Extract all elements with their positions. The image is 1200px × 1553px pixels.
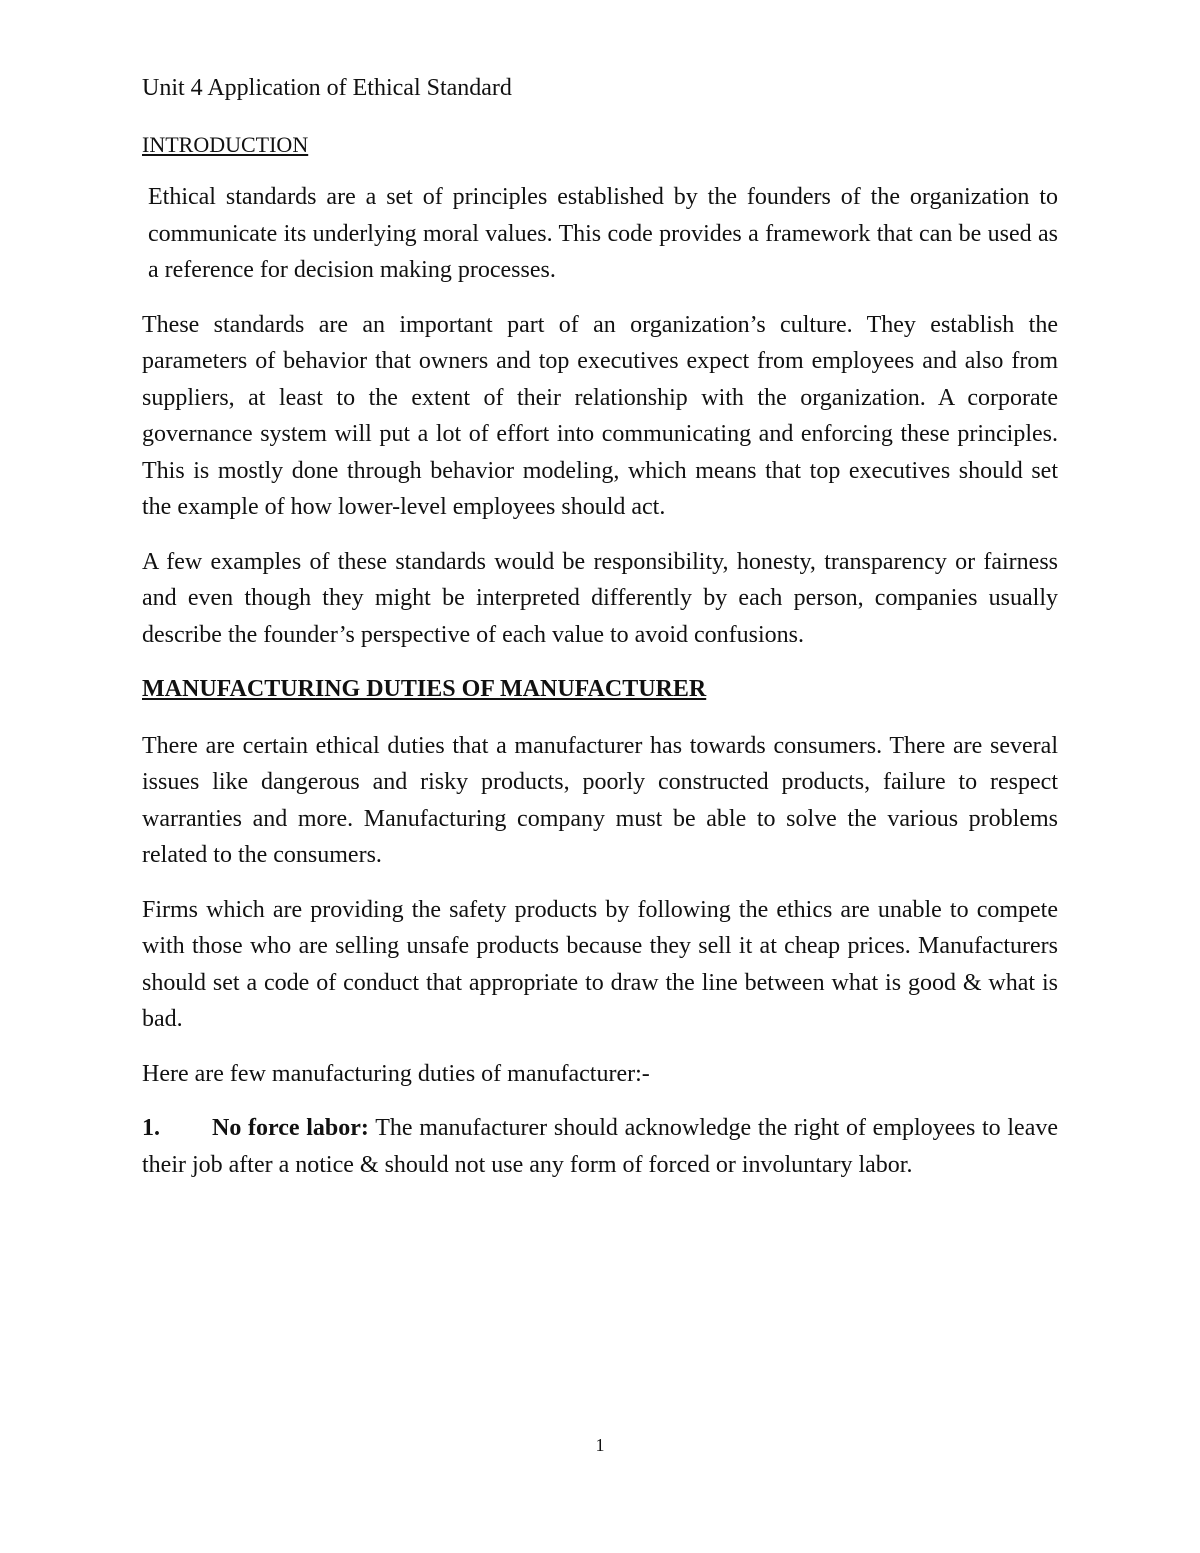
manufacturing-duties-heading: MANUFACTURING DUTIES OF MANUFACTURER (142, 676, 707, 702)
list-item-label: No force labor: (212, 1115, 369, 1141)
list-item-number: 1. (142, 1115, 160, 1141)
section-paragraph-1: There are certain ethical duties that a manufacturer has towards consumers. There are several issues like dangerous and risky products, poorly constructed products, failure to respect warranties and more. Manufacturing company must be able to solve the various problems related to the consumers. (142, 732, 1058, 868)
document-title: Unit 4 Application of Ethical Standard (142, 75, 512, 101)
section-paragraph-3: Here are few manufacturing duties of manufacturer:- (142, 1060, 650, 1087)
list-item-no-force-labor (142, 1110, 1058, 1183)
introduction-heading: INTRODUCTION (142, 131, 309, 157)
document-page (142, 70, 1058, 1183)
list-item-text: The manufacturer should acknowledge the right of employees to leave their job after a notice & should not use any form of forced or involuntary labor. (142, 1115, 1059, 1178)
section-paragraph-2: Firms which are providing the safety products by following the ethics are unable to compete with those who are selling unsafe products because they sell it at cheap prices. Manufacturers should set a code of conduct that appropriate to draw the line between what is good & what is bad. (142, 896, 1058, 1032)
page-number: 1 (595, 1435, 605, 1455)
intro-paragraph-2: These standards are an important part of an organization’s culture. They establish the parameters of behavior that owners and top executives expect from employees and also from suppliers, at least to the extent of their relationship with the organization. A corporate governance system will put a lot of effort into communicating and enforcing these principles. This is mostly done through behavior modeling, which means that top executives should set the example of how lower-level employees should act. (142, 311, 1058, 520)
intro-paragraph-3: A few examples of these standards would be responsibility, honesty, transparency or fairness and even though they might be interpreted differently by each person, companies usually describe the founder’s perspective of each value to avoid confusions. (142, 548, 1058, 648)
intro-paragraph-1: Ethical standards are a set of principles established by the founders of the organization to communicate its underlying moral values. This code provides a framework that can be used as a reference for decision making processes. (148, 184, 1058, 283)
